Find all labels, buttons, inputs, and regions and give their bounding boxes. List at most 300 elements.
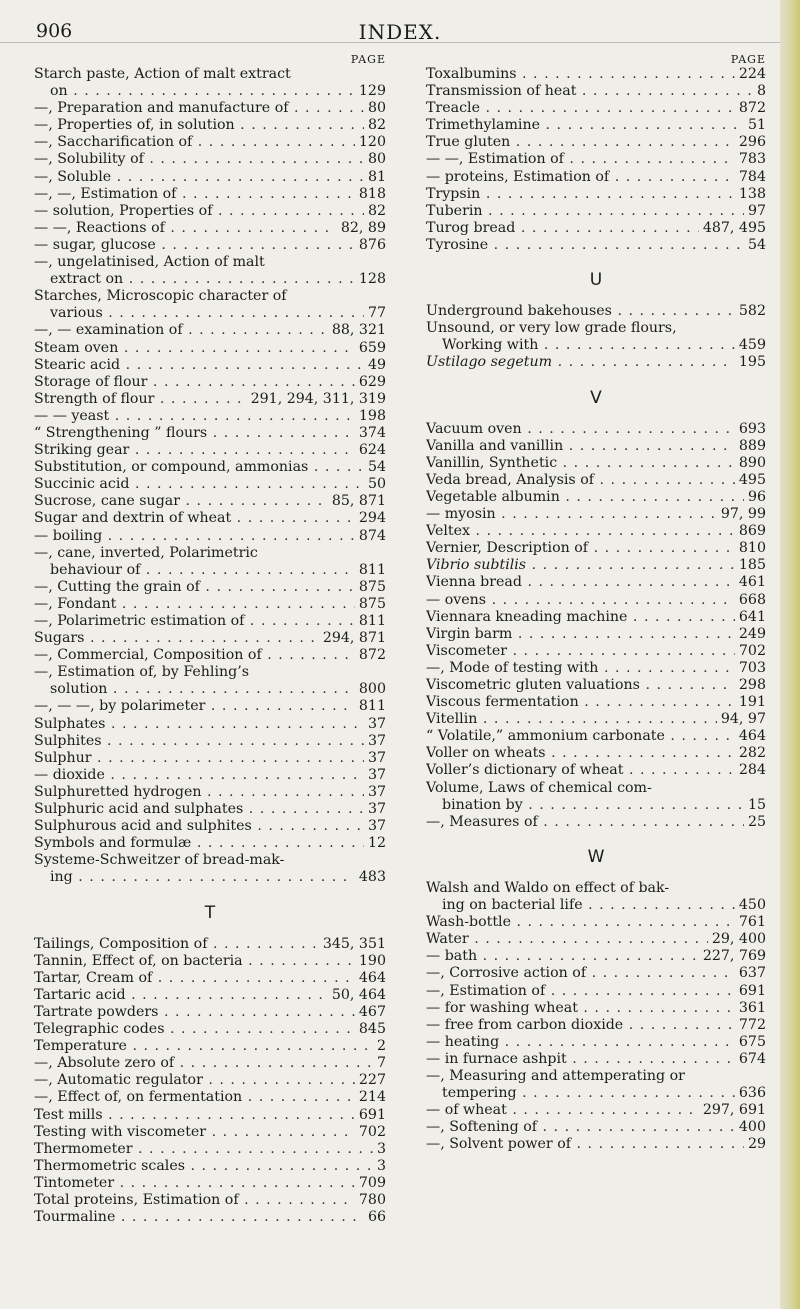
index-entry-pages: 818 xyxy=(358,185,386,202)
index-entry-term: —, Fondant . . . xyxy=(34,596,355,613)
index-list-t xyxy=(34,936,386,1227)
index-entry-pages: 811 xyxy=(358,613,386,629)
index-entry xyxy=(426,1017,766,1034)
index-entry-pages: 3 xyxy=(376,1157,386,1174)
index-entry-pages: 761 xyxy=(738,914,766,931)
index-entry xyxy=(426,83,766,100)
index-entry-term: Viscous fermentation . . . xyxy=(426,694,735,711)
index-entry-pages: 77 xyxy=(367,305,386,322)
index-entry xyxy=(426,421,766,438)
index-entry-term: Test mills . . . xyxy=(34,1107,355,1124)
index-entry-term: ing . . . xyxy=(50,869,355,886)
index-entry-term: Tintometer . . . xyxy=(34,1175,355,1192)
index-entry xyxy=(34,596,386,613)
index-entry-pages: 702 xyxy=(738,642,766,659)
index-entry xyxy=(34,784,386,801)
section-heading-u: U xyxy=(589,270,603,291)
index-entry xyxy=(34,681,386,698)
index-entry-pages: 811 xyxy=(358,561,386,578)
index-entry xyxy=(34,733,386,750)
index-entry-term: — of wheat . . . xyxy=(426,1102,699,1119)
page-column-label: PAGE xyxy=(350,53,386,66)
index-entry-term: Tourmaline . . . xyxy=(34,1209,364,1226)
index-entry xyxy=(426,948,766,965)
index-entry xyxy=(34,869,386,886)
index-entry-pages: 190 xyxy=(358,952,386,969)
index-entry xyxy=(426,797,766,814)
index-entry-term: Tartaric acid . . . xyxy=(34,987,328,1004)
index-entry-term: Starch paste, Action of malt extract xyxy=(34,66,291,82)
index-entry xyxy=(34,169,386,186)
index-entry-term: —, ungelatinised, Action of malt xyxy=(34,254,265,271)
index-entry-pages: 811 xyxy=(358,698,386,715)
index-entry xyxy=(426,983,766,1000)
index-entry-pages: 400 xyxy=(738,1119,766,1136)
index-entry-pages: 227 xyxy=(358,1072,386,1089)
index-entry xyxy=(426,1051,766,1068)
index-entry xyxy=(426,438,766,455)
index-entry-pages: 875 xyxy=(358,578,386,595)
index-entry-term: ing on bacterial life . . . xyxy=(442,897,735,914)
index-entry-pages: 12 xyxy=(367,835,386,852)
index-entry-pages: 659 xyxy=(358,339,386,356)
index-entry xyxy=(34,1004,386,1021)
index-entry-pages: 464 xyxy=(738,728,766,745)
index-entry-term: Vitellin . . . xyxy=(426,711,717,728)
index-entry-pages: 37 xyxy=(367,818,386,835)
index-entry-term: Tartrate powders . . . xyxy=(34,1004,355,1021)
index-entry-term: Vacuum oven . . . xyxy=(426,421,735,438)
index-entry-term: Sulphuric acid and sulphates . . . xyxy=(34,801,364,818)
index-entry-pages: 82, 89 xyxy=(340,219,386,236)
index-entry-pages: 214 xyxy=(358,1089,386,1106)
index-entry xyxy=(426,965,766,982)
index-entry-term: Vanilla and vanillin . . . xyxy=(426,438,735,455)
index-entry xyxy=(34,835,386,852)
index-entry-term: Wash-bottle . . . xyxy=(426,914,735,931)
index-entry-pages: 3 xyxy=(376,1140,386,1157)
index-entry-term: —, Solvent power of . . . xyxy=(426,1136,744,1153)
index-entry-pages: 80 xyxy=(367,100,386,117)
index-entry xyxy=(34,288,386,305)
index-entry-pages: 691 xyxy=(738,982,766,999)
index-entry xyxy=(426,472,766,489)
index-entry-pages: 294 xyxy=(358,510,386,527)
index-entry-term: Tartar, Cream of . . . xyxy=(34,970,355,987)
index-entry-pages: 282 xyxy=(738,745,766,762)
index-entry-pages: 772 xyxy=(738,1016,766,1033)
index-entry xyxy=(426,643,766,660)
index-entry-term: Unsound, or very low grade flours, xyxy=(426,320,677,337)
index-entry-term: bination by . . . xyxy=(442,797,744,814)
index-entry xyxy=(426,100,766,117)
index-entry xyxy=(426,186,766,203)
index-entry xyxy=(34,1107,386,1124)
index-entry-pages: 94, 97 xyxy=(720,711,766,728)
index-entry-pages: 810 xyxy=(738,540,766,557)
index-entry-term: Strength of flour . . . xyxy=(34,391,247,408)
index-entry xyxy=(34,1072,386,1089)
index-entry-term: Striking gear . . . xyxy=(34,442,355,459)
index-entry-term: — —, Estimation of . . . xyxy=(426,151,735,168)
index-entry-pages: 674 xyxy=(738,1050,766,1067)
index-entry xyxy=(34,1089,386,1106)
index-entry xyxy=(426,489,766,506)
index-entry-term: Steam oven . . . xyxy=(34,340,355,357)
index-entry-term: Underground bakehouses . . . xyxy=(426,303,735,320)
index-entry-term: solution . . . xyxy=(50,681,355,698)
index-entry-term: — sugar, glucose . . . xyxy=(34,237,355,254)
index-entry-term: “ Volatile,” ammonium carbonate . . . xyxy=(426,728,735,745)
index-entry xyxy=(34,1038,386,1055)
index-entry-term: — for washing wheat . . . xyxy=(426,1000,735,1017)
index-entry-term: — myosin . . . xyxy=(426,506,717,523)
index-entry xyxy=(34,613,386,630)
index-entry-term: Transmission of heat . . . xyxy=(426,83,753,100)
index-entry-term: — — yeast . . . xyxy=(34,408,355,425)
index-entry xyxy=(34,767,386,784)
index-entry xyxy=(426,117,766,134)
index-entry-term: Storage of flour . . . xyxy=(34,374,355,391)
index-entry xyxy=(34,408,386,425)
index-entry-term: Testing with viscometer . . . xyxy=(34,1124,355,1141)
index-entry-pages: 81 xyxy=(367,168,386,185)
index-entry-pages: 49 xyxy=(367,356,386,373)
index-entry-pages: 675 xyxy=(738,1033,766,1050)
index-entry-pages: 54 xyxy=(367,459,386,476)
index-entry xyxy=(34,476,386,493)
index-entry xyxy=(426,814,766,831)
index-entry-pages: 487, 495 xyxy=(702,219,766,236)
index-entry-term: behaviour of . . . xyxy=(50,562,355,579)
index-entry-pages: 37 xyxy=(367,766,386,783)
index-entry xyxy=(426,762,766,779)
index-entry-term: —, Preparation and manufacture of . . . xyxy=(34,100,364,117)
index-entry-pages: 889 xyxy=(738,437,766,454)
page-number: 906 xyxy=(36,20,73,42)
index-entry-term: True gluten . . . xyxy=(426,134,735,151)
index-entry-term: Stearic acid . . . xyxy=(34,357,364,374)
index-entry-pages: 88, 321 xyxy=(331,322,386,339)
index-entry-term: Vernier, Description of . . . xyxy=(426,540,735,557)
index-entry-term: —, Cutting the grain of . . . xyxy=(34,579,355,596)
index-entry xyxy=(426,506,766,523)
index-entry-term: —, Commercial, Composition of . . . xyxy=(34,647,355,664)
index-list-s xyxy=(34,66,386,887)
index-entry-term: Vibrio subtilis . . . xyxy=(426,557,735,574)
index-entry-pages: 845 xyxy=(358,1021,386,1038)
index-entry-term: — dioxide . . . xyxy=(34,767,364,784)
index-list-v xyxy=(426,421,766,831)
index-entry xyxy=(426,220,766,237)
index-entry xyxy=(34,83,386,100)
index-entry xyxy=(426,592,766,609)
index-entry xyxy=(426,574,766,591)
index-entry-pages: 668 xyxy=(738,591,766,608)
index-entry-pages: 783 xyxy=(738,151,766,168)
index-entry-pages: 890 xyxy=(738,454,766,471)
index-entry-term: —, Softening of . . . xyxy=(426,1119,735,1136)
index-entry xyxy=(34,357,386,374)
index-entry xyxy=(34,698,386,715)
index-entry xyxy=(426,780,766,797)
index-entry-term: Thermometer . . . xyxy=(34,1141,373,1158)
index-entry xyxy=(34,1209,386,1226)
index-entry-term: Temperature . . . xyxy=(34,1038,373,1055)
index-entry-term: —, Corrosive action of . . . xyxy=(426,965,735,982)
index-entry-term: — proteins, Estimation of . . . xyxy=(426,169,735,186)
index-entry xyxy=(426,1102,766,1119)
index-entry-term: —, Properties of, in solution . . . xyxy=(34,117,364,134)
left-column xyxy=(34,54,386,1226)
index-entry xyxy=(34,970,386,987)
index-entry-term: Voller’s dictionary of wheat . . . xyxy=(426,762,735,779)
index-entry-pages: 29 xyxy=(747,1136,766,1153)
index-entry xyxy=(426,203,766,220)
index-entry xyxy=(426,354,766,371)
index-entry xyxy=(426,151,766,168)
page-column-label: PAGE xyxy=(730,53,766,66)
index-entry xyxy=(426,320,766,337)
index-entry xyxy=(34,425,386,442)
index-entry-term: Tannin, Effect of, on bacteria . . . xyxy=(34,953,355,970)
section-heading-t: T xyxy=(204,902,216,923)
index-entry-term: — free from carbon dioxide . . . xyxy=(426,1017,735,1034)
index-entry-term: Volume, Laws of chemical com- xyxy=(426,779,652,796)
index-entry xyxy=(34,510,386,527)
index-entry xyxy=(34,134,386,151)
index-entry xyxy=(426,677,766,694)
index-entry xyxy=(34,818,386,835)
index-entry xyxy=(426,728,766,745)
index-entry-pages: 37 xyxy=(367,749,386,766)
index-entry xyxy=(426,337,766,354)
index-entry-pages: 227, 769 xyxy=(702,948,766,965)
index-entry-pages: 876 xyxy=(358,236,386,253)
index-entry-pages: 872 xyxy=(358,647,386,664)
index-entry xyxy=(426,897,766,914)
index-entry-term: Vienna bread . . . xyxy=(426,574,735,591)
index-entry-term: —, Effect of, on fermentation . . . xyxy=(34,1089,355,1106)
index-entry-pages: 291, 294, 311, 319 xyxy=(250,390,386,407)
index-entry xyxy=(426,540,766,557)
index-entry-term: Total proteins, Estimation of . . . xyxy=(34,1192,355,1209)
index-entry-pages: 191 xyxy=(738,694,766,711)
index-entry xyxy=(426,303,766,320)
index-entry xyxy=(426,169,766,186)
index-entry xyxy=(426,134,766,151)
index-entry-pages: 800 xyxy=(358,681,386,698)
index-entry xyxy=(34,1175,386,1192)
index-entry-pages: 50 xyxy=(367,476,386,493)
index-entry-term: —, Polarimetric estimation of . . . xyxy=(34,613,355,630)
index-entry xyxy=(34,1124,386,1141)
index-entry-pages: 345, 351 xyxy=(322,935,386,952)
index-entry-pages: 2 xyxy=(376,1038,386,1055)
index-entry-term: Sulphur . . . xyxy=(34,750,364,767)
index-entry-pages: 7 xyxy=(376,1055,386,1072)
page-edge-decoration xyxy=(780,0,800,1309)
index-entry-pages: 129 xyxy=(358,83,386,100)
index-entry-pages: 54 xyxy=(747,236,766,253)
index-entry-pages: 294, 871 xyxy=(322,630,386,647)
index-list-t-continued xyxy=(426,66,766,254)
index-entry-term: —, Absolute zero of . . . xyxy=(34,1055,373,1072)
index-entry-term: Sulphuretted hydrogen . . . xyxy=(34,784,364,801)
index-entry xyxy=(426,745,766,762)
section-heading-w: W xyxy=(587,846,605,867)
index-entry xyxy=(426,711,766,728)
index-entry xyxy=(426,523,766,540)
index-entry-pages: 138 xyxy=(738,185,766,202)
index-entry xyxy=(34,203,386,220)
index-entry xyxy=(34,1021,386,1038)
index-entry-term: Tuberin . . . xyxy=(426,203,744,220)
index-list-u xyxy=(426,303,766,371)
index-entry-pages: 8 xyxy=(756,83,766,100)
index-entry-pages: 709 xyxy=(358,1174,386,1191)
index-entry-term: — heating . . . xyxy=(426,1034,735,1051)
index-entry-pages: 459 xyxy=(738,337,766,354)
index-entry xyxy=(34,630,386,647)
index-entry-pages: 629 xyxy=(358,373,386,390)
index-entry-term: Succinic acid . . . xyxy=(34,476,364,493)
index-entry-term: —, — —, by polarimeter . . . xyxy=(34,698,355,715)
index-entry-pages: 82 xyxy=(367,117,386,134)
index-entry xyxy=(34,1192,386,1209)
index-entry xyxy=(426,66,766,83)
index-entry xyxy=(426,609,766,626)
index-entry xyxy=(34,254,386,271)
index-entry-pages: 96 xyxy=(747,488,766,505)
index-entry-pages: 691 xyxy=(358,1106,386,1123)
index-entry-pages: 298 xyxy=(738,677,766,693)
index-entry-pages: 66 xyxy=(367,1209,386,1226)
index-entry xyxy=(34,647,386,664)
index-list-w xyxy=(426,880,766,1154)
index-entry xyxy=(426,626,766,643)
index-entry-pages: 464 xyxy=(358,969,386,986)
index-entry xyxy=(34,271,386,288)
index-entry xyxy=(34,100,386,117)
index-entry xyxy=(426,1085,766,1102)
index-entry xyxy=(34,1158,386,1175)
index-entry-term: — —, Reactions of . . . xyxy=(34,220,337,237)
index-entry xyxy=(34,237,386,254)
index-entry-term: Virgin barm . . . xyxy=(426,626,735,643)
index-entry-pages: 195 xyxy=(738,354,766,371)
index-entry xyxy=(34,117,386,134)
index-entry xyxy=(426,455,766,472)
index-entry-term: —, Solubility of . . . xyxy=(34,151,364,168)
index-entry-term: Trypsin . . . xyxy=(426,186,735,203)
index-entry-pages: 224 xyxy=(738,66,766,82)
index-entry-pages: 483 xyxy=(358,869,386,886)
index-entry xyxy=(34,987,386,1004)
index-entry-pages: 249 xyxy=(738,625,766,642)
index-entry-pages: 361 xyxy=(738,999,766,1016)
index-entry-term: —, Measuring and attemperating or xyxy=(426,1067,685,1084)
index-entry-pages: 185 xyxy=(738,557,766,574)
index-entry xyxy=(426,880,766,897)
index-entry xyxy=(426,1068,766,1085)
index-entry-pages: 641 xyxy=(738,608,766,625)
index-entry xyxy=(426,660,766,677)
index-entry-pages: 29, 400 xyxy=(711,931,766,948)
index-entry xyxy=(34,579,386,596)
index-entry xyxy=(426,914,766,931)
index-entry-pages: 703 xyxy=(738,659,766,676)
index-entry-term: Symbols and formulæ . . . xyxy=(34,835,364,852)
index-entry-pages: 82 xyxy=(367,202,386,219)
index-entry-pages: 97, 99 xyxy=(720,506,766,523)
index-entry xyxy=(34,936,386,953)
index-entry-pages: 25 xyxy=(747,813,766,830)
index-entry-term: Water . . . xyxy=(426,931,708,948)
index-entry xyxy=(34,1055,386,1072)
index-entry-term: “ Strengthening ” flours . . . xyxy=(34,425,355,442)
index-entry xyxy=(426,1000,766,1017)
index-entry xyxy=(34,750,386,767)
index-entry-term: Systeme-Schweitzer of bread-mak- xyxy=(34,852,285,869)
index-entry xyxy=(34,801,386,818)
index-entry-pages: 296 xyxy=(738,134,766,151)
index-entry-term: Vanillin, Synthetic . . . xyxy=(426,455,735,472)
index-entry-term: Vegetable albumin . . . xyxy=(426,489,744,506)
index-entry-pages: 872 xyxy=(738,100,766,117)
index-entry-term: Substitution, or compound, ammonias . . . xyxy=(34,459,364,476)
index-entry-term: —, —, Estimation of . . . xyxy=(34,186,355,203)
index-entry-term: — solution, Properties of . . . xyxy=(34,203,364,220)
index-entry-term: Veltex . . . xyxy=(426,523,735,540)
index-entry-term: Tyrosine . . . xyxy=(426,237,744,254)
index-entry-pages: 702 xyxy=(358,1123,386,1140)
index-entry-term: Voller on wheats . . . xyxy=(426,745,735,762)
index-entry-pages: 636 xyxy=(738,1085,766,1102)
index-entry-pages: 582 xyxy=(738,303,766,320)
index-entry-term: tempering . . . xyxy=(442,1085,735,1102)
index-entry-term: —, cane, inverted, Polarimetric xyxy=(34,544,258,561)
index-entry-term: —, Measures of . . . xyxy=(426,814,744,831)
index-entry xyxy=(34,340,386,357)
index-entry xyxy=(34,562,386,579)
index-entry-term: extract on . . . xyxy=(50,271,355,288)
page-header xyxy=(0,16,800,43)
index-entry-pages: 37 xyxy=(367,715,386,732)
index-entry-pages: 874 xyxy=(358,527,386,544)
index-entry xyxy=(34,664,386,681)
index-entry-pages: 624 xyxy=(358,442,386,459)
index-entry-term: Starches, Microscopic character of xyxy=(34,288,287,305)
index-entry-pages: 784 xyxy=(738,168,766,185)
index-entry-pages: 875 xyxy=(358,595,386,612)
index-entry-term: —, Automatic regulator . . . xyxy=(34,1072,355,1089)
index-entry-pages: 50, 464 xyxy=(331,986,386,1003)
index-entry-term: Telegraphic codes . . . xyxy=(34,1021,355,1038)
index-entry-pages: 284 xyxy=(738,762,766,779)
index-entry-pages: 37 xyxy=(367,732,386,749)
index-entry-term: — in furnace ashpit . . . xyxy=(426,1051,735,1068)
index-entry-pages: 198 xyxy=(358,407,386,424)
index-entry-term: Tailings, Composition of . . . xyxy=(34,936,319,953)
index-entry-pages: 15 xyxy=(747,796,766,813)
index-entry xyxy=(34,186,386,203)
index-entry-term: —, — examination of . . . xyxy=(34,322,328,339)
index-entry-pages: 693 xyxy=(738,420,766,437)
index-entry-term: on . . . xyxy=(50,83,355,100)
index-entry-pages: 37 xyxy=(367,783,386,800)
index-entry-term: — bath . . . xyxy=(426,948,699,965)
